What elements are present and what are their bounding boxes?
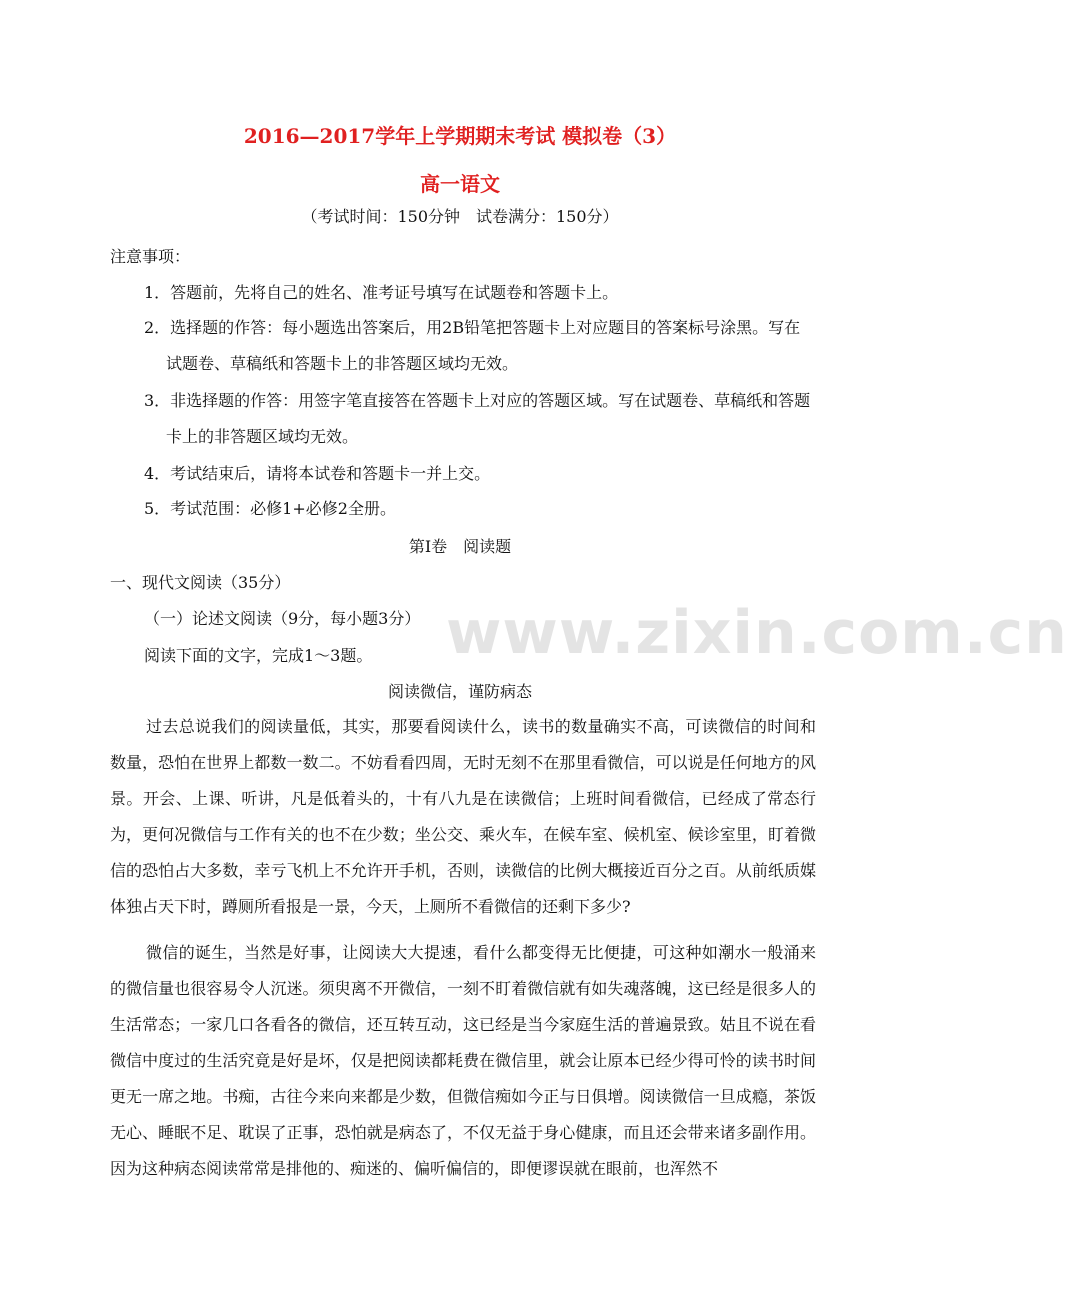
watermark: www.zixin.com.cn [446,598,1068,668]
notice-item-4: 4．考试结束后，请将本试卷和答题卡一并上交。 [144,464,491,483]
notice-item-2: 2．选择题的作答：每小题选出答案后，用2B铅笔把答题卡上对应题目的答案标号涂黑。写在 [144,318,801,337]
exam-title: 2016—2017学年上学期期末考试 模拟卷（3） [243,124,677,148]
part-title: 一、现代文阅读（35分） [110,573,291,592]
article-paragraph-2: 微信的诞生，当然是好事，让阅读大大提速，看什么都变得无比便捷，可这种如潮水一般涌来的微信量也很容易令人沉迷。须臾离不开微信，一刻不盯着微信就有如失魂落魄，这已经是很多人的生活常态；一家几口各看各的微信，还互转互动，这已经是当今家庭生活的普遍景致。姑且不说在看微信中度过的生活究竟是好是坏，仅是把阅读都耗费在微信里，就会让原本已经少得可怜的读书时间更无一席之地。书痴，古往今来向来都是少数，但微信痴如今正与日俱增。阅读微信一旦成瘾，茶饭无心、睡眠不足、耽误了正事，恐怕就是病态了，不仅无益于身心健康，而且还会带来诸多副作用。因为这种病态阅读常常是排他的、痴迷的、偏听偏信的，即便谬误就在眼前，也浑然不 [110,943,816,1178]
notice-heading: 注意事项： [110,247,191,266]
exam-info: （考试时间：150分钟 试卷满分：150分） [301,207,619,226]
article-title: 阅读微信，谨防病态 [387,682,532,701]
instruction: 阅读下面的文字，完成1～3题。 [144,646,373,665]
notice-item-1: 1．答题前，先将自己的姓名、准考证号填写在试题卷和答题卡上。 [144,283,619,302]
notice-item-3: 3．非选择题的作答：用签字笔直接答在答题卡上对应的答题区域。写在试题卷、草稿纸和答题 [144,391,811,410]
notice-item-5: 5．考试范围：必修1+必修2全册。 [144,499,396,518]
volume-title: 第Ⅰ卷 阅读题 [408,537,512,556]
sub-title: （一）论述文阅读（9分，每小题3分） [144,609,421,628]
notice-item-2-cont: 试题卷、草稿纸和答题卡上的非答题区域均无效。 [166,354,519,373]
exam-subject: 高一语文 [420,172,500,196]
notice-item-3-cont: 卡上的非答题区域均无效。 [166,427,359,446]
article-paragraph-1: 过去总说我们的阅读量低，其实，那要看阅读什么，读书的数量确实不高，可读微信的时间和数量，恐怕在世界上都数一数二。不妨看看四周，无时无刻不在那里看微信，可以说是任何地方的风景。开会、上课、听讲，凡是低着头的，十有八九是在读微信；上班时间看微信，已经成了常态行为，更何况微信与工作有关的也不在少数；坐公交、乘火车，在候车室、候机室、候诊室里，盯着微信的恐怕占大多数，幸亏飞机上不允许开手机，否则，读微信的比例大概接近百分之百。从前纸质媒体独占天下时，蹲厕所看报是一景，今天，上厕所不看微信的还剩下多少? [110,717,816,916]
